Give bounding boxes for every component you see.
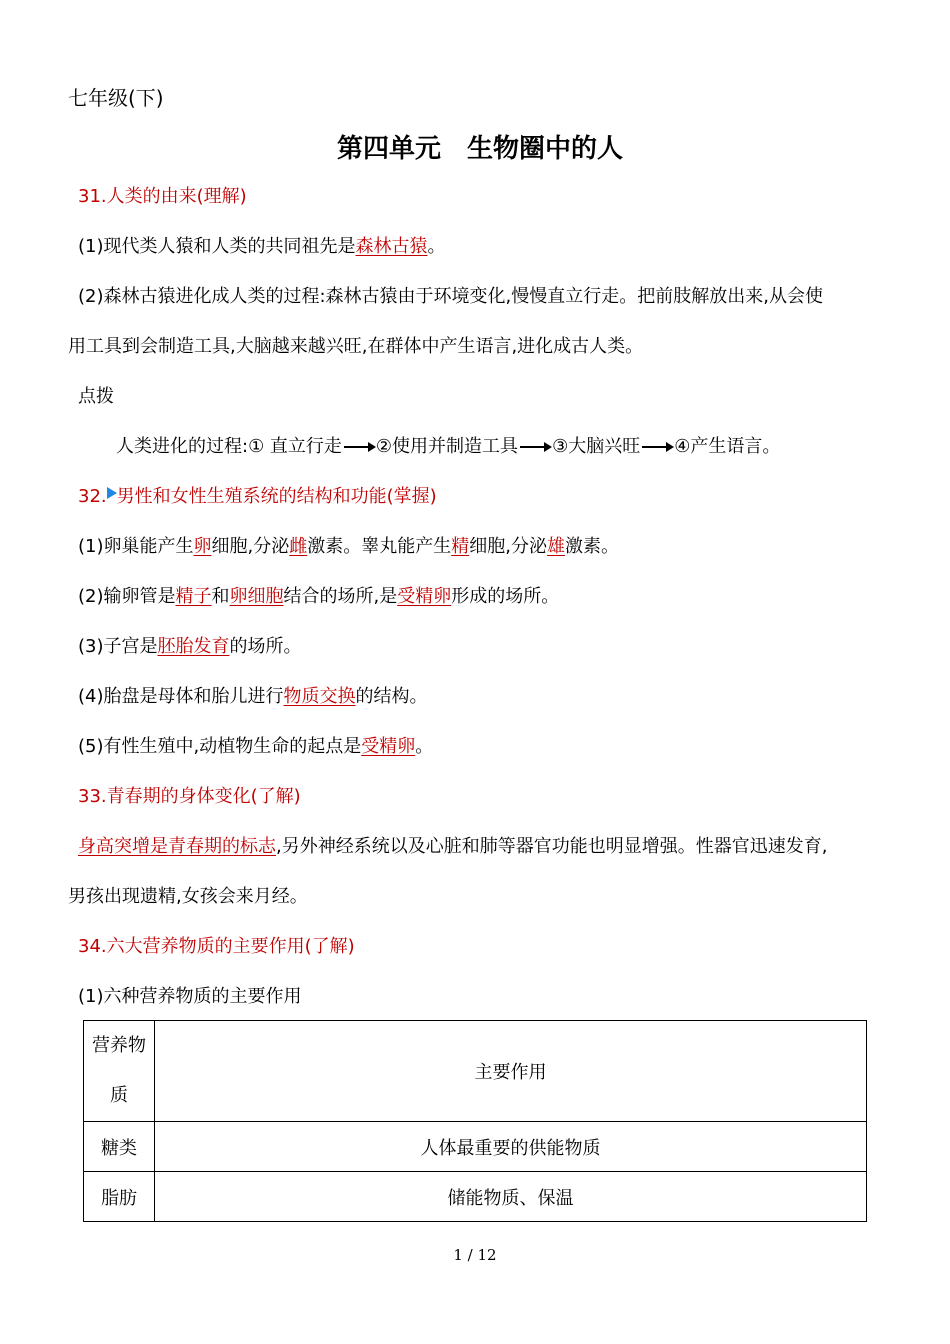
step-1: 人类进化的过程:① 直立行走 xyxy=(116,436,342,457)
arrow-right-icon xyxy=(520,446,550,448)
text: 的结构。 xyxy=(355,686,428,707)
table-header-row xyxy=(84,1021,867,1122)
text: (4)胎盘是母体和胎儿进行 xyxy=(78,686,284,707)
nutrient-name: 脂肪 xyxy=(84,1172,155,1222)
text: ,另外神经系统以及心脏和肺等器官功能也明显增强。性器官迅速发育, xyxy=(276,836,828,857)
unit-title: 第四单元 生物圈中的人 xyxy=(336,134,623,164)
text: (5)有性生殖中,动植物生命的起点是 xyxy=(78,736,362,757)
text: 细胞,分泌 xyxy=(211,536,290,557)
section-33-heading: 33.青春期的身体变化(了解) xyxy=(78,786,301,807)
text: 和 xyxy=(211,586,230,607)
answer-blank: 精 xyxy=(451,536,470,557)
s32-paragraph-1 xyxy=(78,535,619,559)
arrow-right-icon xyxy=(642,446,672,448)
header-text-line2: 质 xyxy=(110,1085,128,1106)
text: 细胞,分泌 xyxy=(469,536,547,557)
nutrient-function: 储能物质、保温 xyxy=(155,1172,867,1222)
text: 的场所。 xyxy=(229,636,302,657)
text: 。 xyxy=(415,736,434,757)
header-cell-nutrient xyxy=(84,1021,155,1122)
text: (3)子宫是 xyxy=(78,636,158,657)
answer-blank: 雄 xyxy=(546,536,565,557)
text: (1)现代类人猿和人类的共同祖先是 xyxy=(78,236,356,257)
header-cell-function: 主要作用 xyxy=(155,1021,867,1122)
heading-number: 32. xyxy=(78,486,107,507)
grade-label: 七年级(下) xyxy=(68,86,164,110)
answer-blank: 胚胎发育 xyxy=(157,636,230,657)
answer-blank: 受精卵 xyxy=(361,736,416,757)
answer-blank: 精子 xyxy=(175,586,212,607)
answer-blank: 受精卵 xyxy=(397,586,452,607)
section-31-heading: 31.人类的由来(理解) xyxy=(78,186,247,207)
s31-paragraph-2-line1: (2)森林古猿进化成人类的过程:森林古猿由于环境变化,慢慢直立行走。把前肢解放出来,从会使 xyxy=(78,286,824,307)
text: 。 xyxy=(427,236,446,257)
text: 形成的场所。 xyxy=(451,586,560,607)
nutrients-table xyxy=(83,1020,867,1222)
bookmark-flag-icon xyxy=(107,487,117,499)
answer-blank: 森林古猿 xyxy=(355,236,428,257)
s32-paragraph-3 xyxy=(78,635,302,659)
answer-blank: 卵 xyxy=(193,536,212,557)
s31-paragraph-1 xyxy=(78,235,446,259)
evolution-process xyxy=(116,435,780,459)
answer-blank: 身高突增是青春期的标志 xyxy=(78,836,276,857)
text: 激素。 xyxy=(564,536,619,557)
text: (2)输卵管是 xyxy=(78,586,176,607)
heading-text: 男性和女性生殖系统的结构和功能(掌握) xyxy=(116,486,437,507)
tip-label: 点拨 xyxy=(78,386,114,407)
table-row xyxy=(84,1172,867,1222)
s32-paragraph-2 xyxy=(78,585,559,609)
arrow-right-icon xyxy=(344,446,374,448)
table-row xyxy=(84,1122,867,1172)
s33-paragraph-line1 xyxy=(78,835,827,859)
s33-paragraph-line2: 男孩出现遗精,女孩会来月经。 xyxy=(68,886,308,907)
answer-blank: 雌 xyxy=(289,536,308,557)
header-text-line1: 营养物 xyxy=(92,1035,146,1056)
answer-blank: 卵细胞 xyxy=(229,586,284,607)
section-34-heading: 34.六大营养物质的主要作用(了解) xyxy=(78,936,355,957)
s34-subheading: (1)六种营养物质的主要作用 xyxy=(78,986,302,1007)
step-4: ④产生语言。 xyxy=(674,436,781,457)
nutrient-name: 糖类 xyxy=(84,1122,155,1172)
step-3: ③大脑兴旺 xyxy=(552,436,641,457)
text: 结合的场所,是 xyxy=(283,586,398,607)
s32-paragraph-5 xyxy=(78,735,433,759)
section-32-heading xyxy=(78,485,437,509)
nutrient-function: 人体最重要的供能物质 xyxy=(155,1122,867,1172)
step-2: ②使用并制造工具 xyxy=(375,436,519,457)
text: (1)卵巢能产生 xyxy=(78,536,194,557)
answer-blank: 物质交换 xyxy=(283,686,356,707)
s31-paragraph-2-line2: 用工具到会制造工具,大脑越来越兴旺,在群体中产生语言,进化成古人类。 xyxy=(68,336,644,357)
page-number: 1 / 12 xyxy=(453,1246,497,1264)
s32-paragraph-4 xyxy=(78,685,428,709)
text: 激素。睾丸能产生 xyxy=(307,536,452,557)
